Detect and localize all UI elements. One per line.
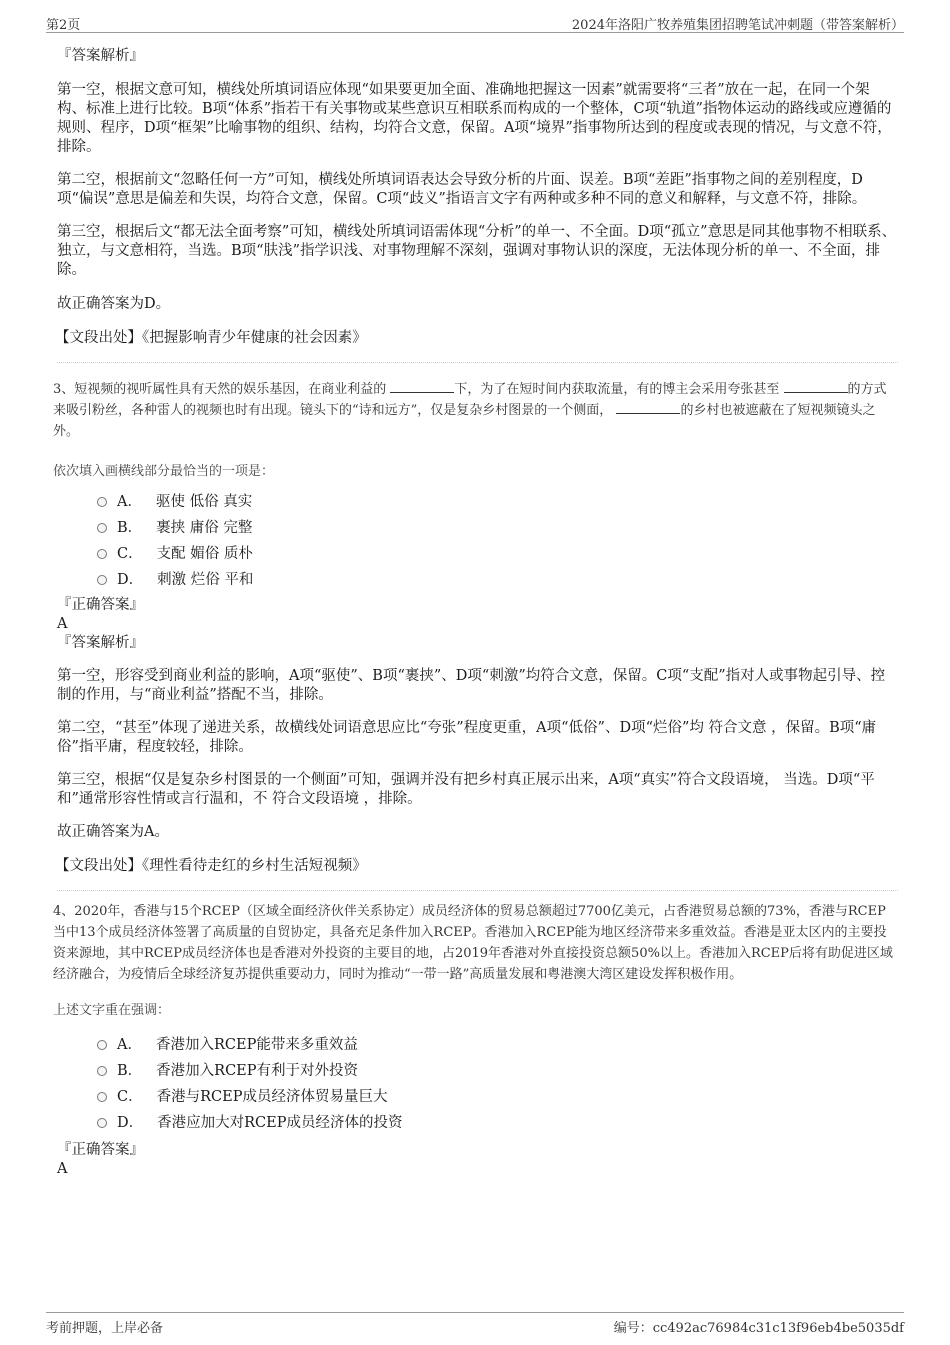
option-text: 香港与RCEP成员经济体贸易量巨大 — [156, 1089, 388, 1105]
page-content — [53, 44, 898, 1178]
document-id: 编号：cc492ac76984c31c13f96eb4be5035df — [613, 1321, 904, 1336]
option-letter: B． — [117, 520, 143, 536]
radio-icon[interactable] — [97, 497, 107, 507]
option-text: 刺激 烂俗 平和 — [157, 572, 254, 588]
divider — [57, 362, 898, 363]
q3-option-b[interactable] — [97, 515, 898, 541]
radio-icon[interactable] — [97, 523, 107, 533]
q2-conclusion: 故正确答案为D。 — [57, 296, 171, 312]
radio-icon[interactable] — [97, 549, 107, 559]
q3-blank-2 — [784, 380, 848, 393]
q3-text-a: 3、短视频的视听属性具有天然的娱乐基因，在商业利益的 — [53, 382, 391, 397]
q3-source: 【文段出处】《理性看待走红的乡村生活短视频》 — [55, 858, 367, 874]
q4-option-b[interactable] — [97, 1058, 898, 1084]
q3-text-b: 下，为了在短时间内获取流量，有的博主会采用夸张甚至 — [454, 382, 784, 397]
q3-option-c[interactable] — [97, 541, 898, 567]
option-text: 香港加入RCEP有利于对外投资 — [156, 1063, 359, 1079]
option-text: 驱使 低俗 真实 — [155, 494, 253, 510]
radio-icon[interactable] — [97, 575, 107, 585]
q4-answer: A — [57, 1161, 68, 1177]
radio-icon[interactable] — [97, 1066, 107, 1076]
footer-slogan: 考前押题，上岸必备 — [46, 1321, 164, 1336]
q3-blank-3 — [616, 401, 680, 414]
q2-analysis-p1: 第一空，根据文意可知，横线处所填词语应体现“如果要更加全面、准确地把握这一因素”就需要将“三者”放在一起，在同一个架构、标准上进行比较。B项“体系”指若干有关事物或某些意识互相联系而构成的一个整体，C项“轨道”指物体运动的路线或应遵循的规则、程序，D项“框架”比喻事物的组织、结构，均符合文意，保留。A项“境界”指事物所达到的程度或表现的情况，与文意不符，排除。 — [57, 82, 892, 155]
option-letter: A． — [117, 494, 142, 510]
q3-options — [97, 489, 898, 593]
q4-option-a[interactable] — [97, 1032, 898, 1058]
q3-option-d[interactable] — [97, 567, 898, 593]
q3-conclusion: 故正确答案为A。 — [57, 824, 169, 840]
q2-analysis-p2: 第二空，根据前文“忽略任何一方”可知，横线处所填词语表达会导致分析的片面、误差。B项“差距”指事物之间的差别程度，D项“偏误”意思是偏差和失误，均符合文意，保留。C项“歧义”指语言文字有两种或多种不同的意义和解释，与文意不符，排除。 — [57, 172, 867, 207]
q4-options — [97, 1032, 898, 1136]
q3-analysis-p3: 第三空，根据“仅是复杂乡村图景的一个侧面”可知，强调并没有把乡村真正展示出来，A项“真实”符合文段语境， 当选。D项“平和”通常形容性情或言行温和，不 符合文段语境 ，排除。 — [57, 772, 875, 807]
q4-answer-label: 『正确答案』 — [57, 1142, 144, 1158]
q3-option-a[interactable] — [97, 489, 898, 515]
divider — [57, 890, 898, 891]
option-letter: C． — [117, 1089, 143, 1105]
q3-blank-1 — [390, 380, 454, 393]
q3-analysis-label: 『答案解析』 — [57, 635, 144, 651]
option-text: 支配 媚俗 质朴 — [156, 546, 253, 562]
page-header — [46, 12, 904, 33]
option-letter: D． — [117, 1115, 144, 1131]
option-text: 裹挟 庸俗 完整 — [156, 520, 253, 536]
radio-icon[interactable] — [97, 1040, 107, 1050]
q3-text-c: 的方式来吸引粉丝，各种雷人的视频也时有出现。镜头下的“诗和远方”，仅是复杂乡村图景的一个侧面， — [53, 382, 887, 418]
q4-prompt: 上述文字重在强调： — [53, 1003, 171, 1018]
radio-icon[interactable] — [97, 1092, 107, 1102]
q3-prompt: 依次填入画横线部分最恰当的一项是： — [53, 464, 275, 479]
q3-answer: A — [57, 616, 68, 632]
option-letter: C． — [117, 546, 143, 562]
q2-analysis-label: 『答案解析』 — [57, 48, 144, 64]
option-text: 香港应加大对RCEP成员经济体的投资 — [157, 1115, 403, 1131]
q2-analysis-p3: 第三空，根据后文“都无法全面考察”可知，横线处所填词语需体现“分析”的单一、不全面。D项“孤立”意思是同其他事物不相联系、独立，与文意相符，当选。B项“肤浅”指学识浅、对事物理解不深刻，强调对事物认识的深度，无法体现分析的单一、不全面，排除。 — [57, 224, 897, 278]
radio-icon[interactable] — [97, 1118, 107, 1128]
q4-option-c[interactable] — [97, 1084, 898, 1110]
q3-text-d: 的乡村也被遮蔽在了短视频镜头之外。 — [53, 403, 876, 439]
option-letter: A． — [117, 1037, 142, 1053]
option-letter: D． — [117, 572, 144, 588]
q2-source: 【文段出处】《把握影响青少年健康的社会因素》 — [55, 330, 367, 346]
q3-analysis-p2: 第二空，“甚至”体现了递进关系，故横线处词语意思应比“夸张”程度更重，A项“低俗”、D项“烂俗”均 符合文意 ，保留。B项“庸俗”指平庸，程度较轻，排除。 — [57, 720, 877, 755]
q3-answer-label: 『正确答案』 — [57, 597, 144, 613]
q4-text: 4、2020年，香港与15个RCEP（区域全面经济伙伴关系协定）成员经济体的贸易总额超过7700亿美元，占香港贸易总额的73%，香港与RCEP当中13个成员经济体签署了高质量的自贸协定，具备充足条件加入RCEP。香港加入RCEP能为地区经济带来多重效益。香港是亚太区内的主要投资来源地，其中RCEP成员经济体也是香港对外投资的主要目的地，占2019年香港对外直接投资总额50%以上。香港加入RCEP后将有助促进区域经济融合，为疫情后全球经济复苏提供重要动力，同时为推动“一带一路”高质量发展和粤港澳大湾区建设发挥积极作用。 — [53, 904, 893, 982]
page-footer — [46, 1312, 904, 1335]
option-letter: B． — [117, 1063, 143, 1079]
q4-option-d[interactable] — [97, 1110, 898, 1136]
option-text: 香港加入RCEP能带来多重效益 — [155, 1037, 358, 1053]
document-title: 2024年洛阳广牧养殖集团招聘笔试冲刺题（带答案解析） — [571, 18, 904, 33]
q3-analysis-p1: 第一空，形容受到商业利益的影响，A项“驱使”、B项“裹挟”、D项“刺激”均符合文意，保留。C项“支配”指对人或事物起引导、控制的作用，与“商业利益”搭配不当，排除。 — [57, 668, 886, 703]
q3-text — [53, 379, 898, 442]
page-number: 第2页 — [46, 18, 81, 33]
